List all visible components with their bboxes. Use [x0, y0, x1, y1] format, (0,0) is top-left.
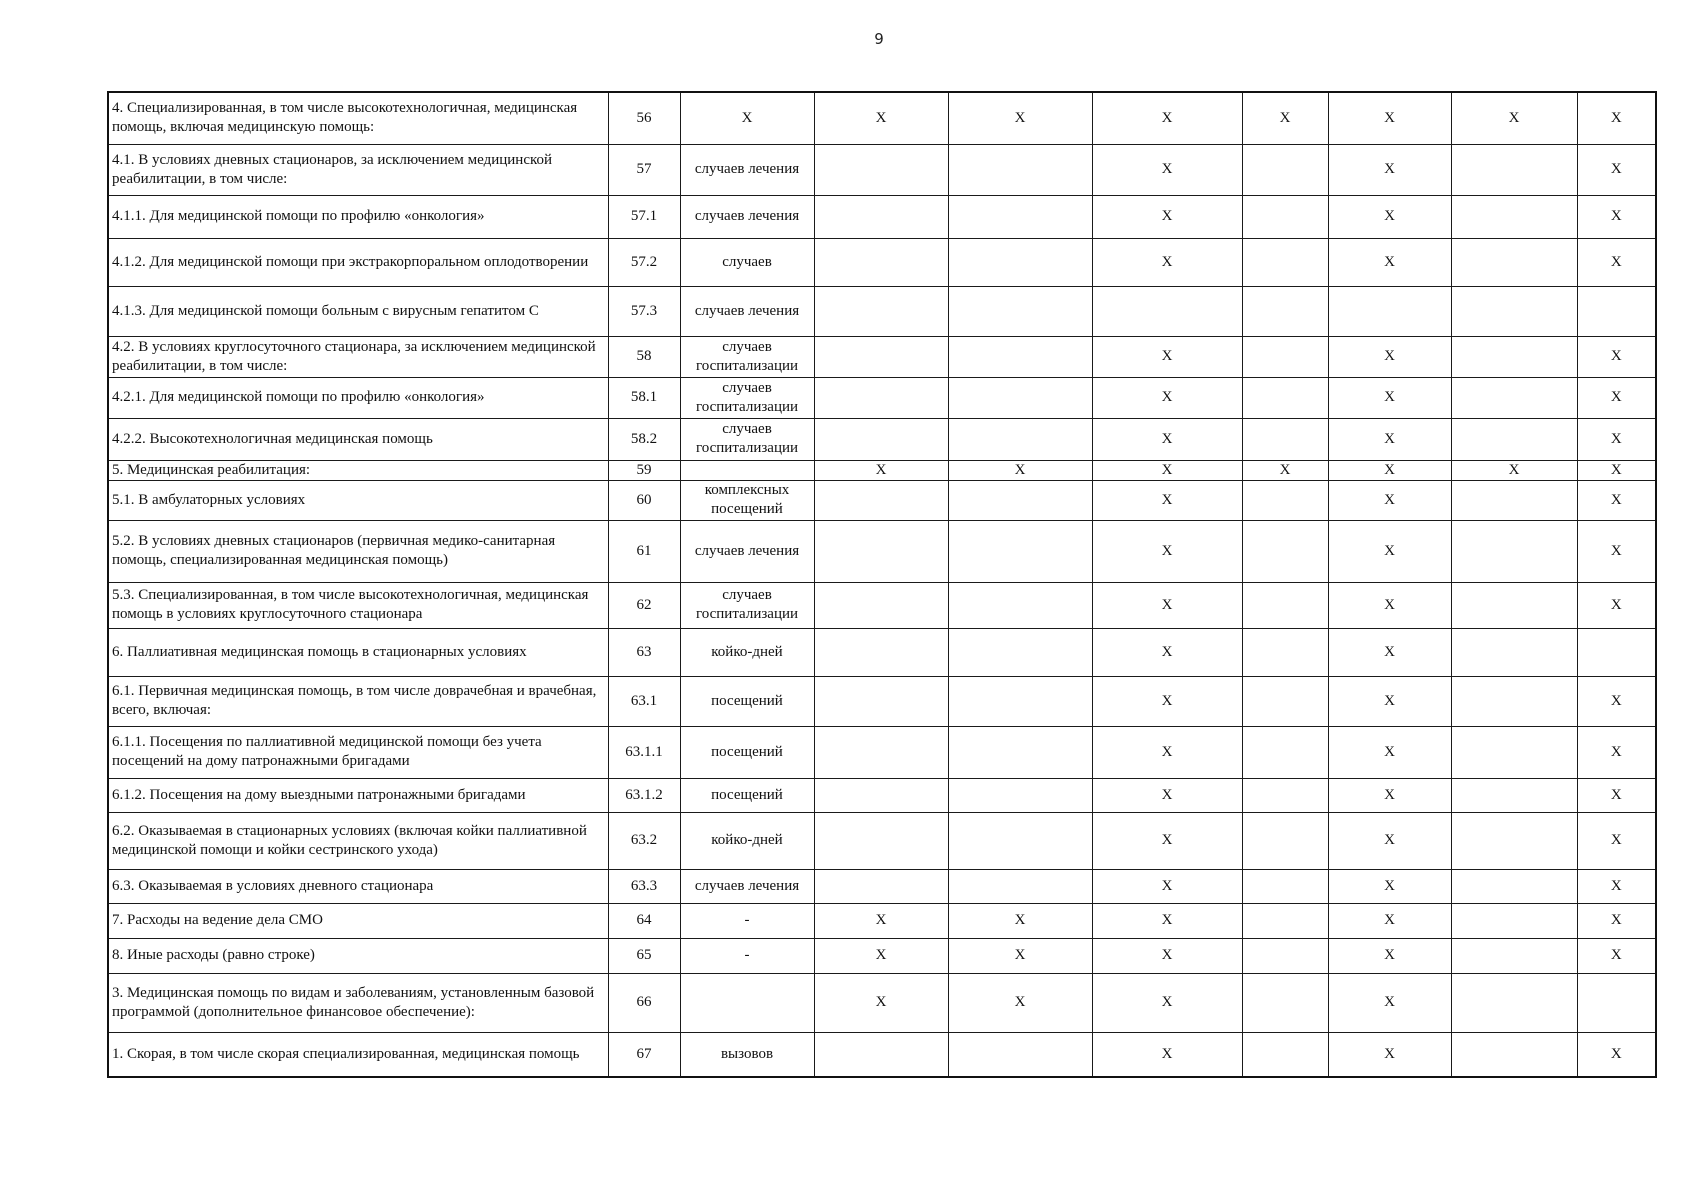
row-mark-cell: [948, 238, 1092, 286]
row-mark-cell: X: [1092, 812, 1242, 869]
row-mark-cell: [1577, 973, 1656, 1032]
row-mark-cell: [1451, 286, 1577, 336]
row-mark-cell: X: [1092, 460, 1242, 480]
row-mark-cell: [1451, 238, 1577, 286]
row-mark-cell: [814, 520, 948, 582]
row-mark-cell: [948, 676, 1092, 726]
row-name-cell: 4. Специализированная, в том числе высокотехнологичная, медицинская помощь, включая медицинскую помощь:: [108, 92, 608, 144]
row-unit-cell: случаев лечения: [680, 286, 814, 336]
table-row: [108, 480, 1656, 520]
row-mark-cell: X: [1092, 92, 1242, 144]
row-mark-cell: X: [1328, 938, 1451, 973]
row-code-cell: 63.3: [608, 869, 680, 903]
row-mark-cell: [948, 869, 1092, 903]
row-mark-cell: X: [1577, 144, 1656, 195]
row-mark-cell: [1328, 286, 1451, 336]
row-mark-cell: X: [1328, 520, 1451, 582]
row-code-cell: 56: [608, 92, 680, 144]
row-mark-cell: X: [1577, 903, 1656, 938]
row-unit-cell: случаев госпитализации: [680, 336, 814, 377]
row-mark-cell: [814, 286, 948, 336]
row-code-cell: 61: [608, 520, 680, 582]
row-unit-cell: случаев лечения: [680, 869, 814, 903]
row-mark-cell: [1242, 903, 1328, 938]
row-mark-cell: X: [948, 938, 1092, 973]
row-mark-cell: X: [1328, 460, 1451, 480]
row-mark-cell: X: [1092, 144, 1242, 195]
row-mark-cell: X: [1092, 238, 1242, 286]
row-unit-cell: случаев госпитализации: [680, 582, 814, 628]
row-mark-cell: [1242, 628, 1328, 676]
row-name-cell: 1. Скорая, в том числе скорая специализированная, медицинская помощь: [108, 1032, 608, 1077]
row-mark-cell: [948, 144, 1092, 195]
row-mark-cell: [1451, 377, 1577, 418]
row-mark-cell: [1242, 336, 1328, 377]
row-mark-cell: [1451, 520, 1577, 582]
row-mark-cell: X: [1577, 1032, 1656, 1077]
row-mark-cell: [814, 726, 948, 778]
row-unit-cell: [680, 460, 814, 480]
row-mark-cell: [1451, 418, 1577, 460]
row-mark-cell: X: [1092, 336, 1242, 377]
row-name-cell: 6.2. Оказываемая в стационарных условиях (включая койки паллиативной медицинской помощи и койки сестринского ухода): [108, 812, 608, 869]
table-body: [108, 92, 1656, 1077]
row-mark-cell: X: [1328, 92, 1451, 144]
table-row: [108, 336, 1656, 377]
row-mark-cell: X: [1577, 418, 1656, 460]
table-row: [108, 520, 1656, 582]
row-mark-cell: X: [1092, 869, 1242, 903]
row-mark-cell: X: [1328, 238, 1451, 286]
row-mark-cell: X: [1092, 1032, 1242, 1077]
row-mark-cell: X: [1577, 812, 1656, 869]
row-mark-cell: [1092, 286, 1242, 336]
row-mark-cell: X: [1577, 582, 1656, 628]
row-mark-cell: [1242, 812, 1328, 869]
row-code-cell: 64: [608, 903, 680, 938]
row-mark-cell: [814, 195, 948, 238]
table-row: [108, 676, 1656, 726]
row-mark-cell: [1242, 286, 1328, 336]
row-name-cell: 4.2.1. Для медицинской помощи по профилю «онкология»: [108, 377, 608, 418]
row-mark-cell: [1451, 973, 1577, 1032]
row-mark-cell: [1451, 628, 1577, 676]
row-mark-cell: X: [814, 460, 948, 480]
row-mark-cell: X: [1577, 195, 1656, 238]
row-mark-cell: X: [1577, 726, 1656, 778]
row-mark-cell: [1242, 144, 1328, 195]
row-mark-cell: [1242, 869, 1328, 903]
row-mark-cell: [814, 1032, 948, 1077]
row-mark-cell: X: [814, 903, 948, 938]
row-unit-cell: комплексных посещений: [680, 480, 814, 520]
row-code-cell: 63.1: [608, 676, 680, 726]
row-mark-cell: X: [1328, 973, 1451, 1032]
row-mark-cell: X: [814, 92, 948, 144]
table-row: [108, 812, 1656, 869]
row-code-cell: 63: [608, 628, 680, 676]
row-code-cell: 57.2: [608, 238, 680, 286]
row-mark-cell: [1242, 1032, 1328, 1077]
row-mark-cell: X: [1577, 520, 1656, 582]
row-mark-cell: X: [1328, 869, 1451, 903]
row-name-cell: 4.2.2. Высокотехнологичная медицинская помощь: [108, 418, 608, 460]
row-mark-cell: X: [1328, 778, 1451, 812]
row-mark-cell: [1242, 520, 1328, 582]
row-mark-cell: [1242, 938, 1328, 973]
row-mark-cell: [948, 520, 1092, 582]
row-mark-cell: X: [948, 973, 1092, 1032]
row-mark-cell: [1451, 778, 1577, 812]
row-mark-cell: X: [1328, 377, 1451, 418]
row-mark-cell: [1242, 418, 1328, 460]
row-name-cell: 4.1.3. Для медицинской помощи больным с вирусным гепатитом С: [108, 286, 608, 336]
row-mark-cell: [948, 418, 1092, 460]
row-mark-cell: X: [1328, 480, 1451, 520]
row-mark-cell: [814, 418, 948, 460]
row-code-cell: 57.3: [608, 286, 680, 336]
row-mark-cell: X: [1092, 938, 1242, 973]
row-code-cell: 63.1.2: [608, 778, 680, 812]
row-mark-cell: [814, 377, 948, 418]
table-row: [108, 973, 1656, 1032]
row-mark-cell: X: [814, 973, 948, 1032]
row-mark-cell: X: [1092, 377, 1242, 418]
row-mark-cell: [948, 726, 1092, 778]
row-mark-cell: X: [1328, 195, 1451, 238]
row-mark-cell: [1451, 726, 1577, 778]
row-mark-cell: X: [1577, 778, 1656, 812]
row-mark-cell: X: [1242, 92, 1328, 144]
row-code-cell: 57: [608, 144, 680, 195]
row-mark-cell: X: [1328, 726, 1451, 778]
row-mark-cell: [814, 869, 948, 903]
row-mark-cell: [814, 778, 948, 812]
row-mark-cell: [1242, 973, 1328, 1032]
row-unit-cell: случаев лечения: [680, 195, 814, 238]
row-code-cell: 57.1: [608, 195, 680, 238]
row-mark-cell: X: [1577, 676, 1656, 726]
row-mark-cell: [948, 778, 1092, 812]
row-mark-cell: X: [1092, 903, 1242, 938]
row-code-cell: 59: [608, 460, 680, 480]
row-unit-cell: случаев госпитализации: [680, 377, 814, 418]
row-code-cell: 65: [608, 938, 680, 973]
row-name-cell: 4.2. В условиях круглосуточного стационара, за исключением медицинской реабилитации, в том числе:: [108, 336, 608, 377]
row-name-cell: 4.1.1. Для медицинской помощи по профилю «онкология»: [108, 195, 608, 238]
row-mark-cell: X: [1328, 903, 1451, 938]
row-mark-cell: [814, 628, 948, 676]
row-mark-cell: [1451, 938, 1577, 973]
row-name-cell: 6.1. Первичная медицинская помощь, в том числе доврачебная и врачебная, всего, включая:: [108, 676, 608, 726]
row-mark-cell: [1451, 812, 1577, 869]
row-mark-cell: X: [1328, 144, 1451, 195]
row-unit-cell: случаев: [680, 238, 814, 286]
row-mark-cell: X: [1242, 460, 1328, 480]
page-number: 9: [874, 30, 884, 48]
table-row: [108, 418, 1656, 460]
row-name-cell: 3. Медицинская помощь по видам и заболеваниям, установленным базовой программой (дополнительное финансовое обеспечение):: [108, 973, 608, 1032]
row-mark-cell: [814, 238, 948, 286]
row-name-cell: 5.2. В условиях дневных стационаров (первичная медико-санитарная помощь, специализированная медицинская помощь): [108, 520, 608, 582]
table-row: [108, 582, 1656, 628]
row-unit-cell: посещений: [680, 778, 814, 812]
row-unit-cell: посещений: [680, 676, 814, 726]
row-code-cell: 62: [608, 582, 680, 628]
row-unit-cell: случаев лечения: [680, 144, 814, 195]
row-name-cell: 6.3. Оказываемая в условиях дневного стационара: [108, 869, 608, 903]
row-mark-cell: [1451, 582, 1577, 628]
row-mark-cell: X: [1577, 938, 1656, 973]
row-mark-cell: [1451, 195, 1577, 238]
row-mark-cell: X: [1577, 377, 1656, 418]
table-row: [108, 1032, 1656, 1077]
row-code-cell: 63.1.1: [608, 726, 680, 778]
row-mark-cell: X: [1092, 418, 1242, 460]
table-row: [108, 460, 1656, 480]
table-row: [108, 869, 1656, 903]
row-unit-cell: койко-дней: [680, 628, 814, 676]
row-mark-cell: X: [1328, 336, 1451, 377]
table-row: [108, 903, 1656, 938]
row-mark-cell: X: [1577, 92, 1656, 144]
row-mark-cell: X: [1092, 582, 1242, 628]
row-name-cell: 5. Медицинская реабилитация:: [108, 460, 608, 480]
row-mark-cell: [1577, 286, 1656, 336]
table-row: [108, 628, 1656, 676]
data-table: [107, 91, 1657, 1078]
row-mark-cell: X: [1577, 336, 1656, 377]
row-mark-cell: [948, 1032, 1092, 1077]
row-unit-cell: случаев госпитализации: [680, 418, 814, 460]
row-mark-cell: X: [948, 92, 1092, 144]
row-mark-cell: X: [1451, 92, 1577, 144]
row-mark-cell: [948, 286, 1092, 336]
row-mark-cell: [1451, 336, 1577, 377]
table-row: [108, 144, 1656, 195]
row-mark-cell: [948, 582, 1092, 628]
row-mark-cell: X: [1328, 676, 1451, 726]
row-mark-cell: [1451, 869, 1577, 903]
row-mark-cell: X: [1328, 628, 1451, 676]
row-mark-cell: X: [1092, 973, 1242, 1032]
row-unit-cell: -: [680, 903, 814, 938]
row-unit-cell: X: [680, 92, 814, 144]
row-mark-cell: [948, 628, 1092, 676]
row-mark-cell: X: [1092, 195, 1242, 238]
row-name-cell: 4.1.2. Для медицинской помощи при экстракорпоральном оплодотворении: [108, 238, 608, 286]
row-mark-cell: [814, 676, 948, 726]
row-mark-cell: [948, 195, 1092, 238]
table-row: [108, 377, 1656, 418]
row-mark-cell: [1242, 377, 1328, 418]
row-mark-cell: [1451, 676, 1577, 726]
row-code-cell: 58.1: [608, 377, 680, 418]
row-mark-cell: [1451, 1032, 1577, 1077]
row-name-cell: 8. Иные расходы (равно строке): [108, 938, 608, 973]
row-mark-cell: X: [1577, 460, 1656, 480]
row-mark-cell: [814, 144, 948, 195]
row-code-cell: 67: [608, 1032, 680, 1077]
table-row: [108, 92, 1656, 144]
row-mark-cell: X: [1577, 480, 1656, 520]
row-code-cell: 66: [608, 973, 680, 1032]
row-mark-cell: [1242, 480, 1328, 520]
row-mark-cell: [814, 812, 948, 869]
table-row: [108, 195, 1656, 238]
row-mark-cell: [948, 336, 1092, 377]
row-mark-cell: X: [1328, 1032, 1451, 1077]
row-mark-cell: [1242, 676, 1328, 726]
row-unit-cell: посещений: [680, 726, 814, 778]
row-mark-cell: X: [1328, 812, 1451, 869]
row-mark-cell: [948, 377, 1092, 418]
row-mark-cell: [1451, 144, 1577, 195]
row-mark-cell: X: [1092, 520, 1242, 582]
row-code-cell: 63.2: [608, 812, 680, 869]
row-name-cell: 6.1.1. Посещения по паллиативной медицинской помощи без учета посещений на дому патронажными бригадами: [108, 726, 608, 778]
row-name-cell: 7. Расходы на ведение дела СМО: [108, 903, 608, 938]
row-name-cell: 6.1.2. Посещения на дому выездными патронажными бригадами: [108, 778, 608, 812]
row-mark-cell: [814, 480, 948, 520]
row-code-cell: 58: [608, 336, 680, 377]
row-code-cell: 58.2: [608, 418, 680, 460]
row-mark-cell: X: [814, 938, 948, 973]
table-row: [108, 778, 1656, 812]
row-code-cell: 60: [608, 480, 680, 520]
row-name-cell: 4.1. В условиях дневных стационаров, за исключением медицинской реабилитации, в том числе:: [108, 144, 608, 195]
row-mark-cell: [1451, 480, 1577, 520]
row-mark-cell: [1242, 726, 1328, 778]
row-mark-cell: X: [1092, 726, 1242, 778]
row-mark-cell: [948, 812, 1092, 869]
row-unit-cell: случаев лечения: [680, 520, 814, 582]
row-unit-cell: -: [680, 938, 814, 973]
row-mark-cell: [1242, 582, 1328, 628]
row-name-cell: 6. Паллиативная медицинская помощь в стационарных условиях: [108, 628, 608, 676]
row-mark-cell: X: [1451, 460, 1577, 480]
table-row: [108, 238, 1656, 286]
row-mark-cell: [1242, 238, 1328, 286]
row-mark-cell: [948, 480, 1092, 520]
row-mark-cell: [1451, 903, 1577, 938]
row-mark-cell: X: [1577, 869, 1656, 903]
row-unit-cell: койко-дней: [680, 812, 814, 869]
row-mark-cell: [814, 336, 948, 377]
row-mark-cell: X: [1092, 480, 1242, 520]
row-mark-cell: X: [1092, 628, 1242, 676]
row-mark-cell: X: [948, 460, 1092, 480]
row-unit-cell: [680, 973, 814, 1032]
row-mark-cell: [1577, 628, 1656, 676]
row-mark-cell: [1242, 778, 1328, 812]
row-mark-cell: X: [1577, 238, 1656, 286]
row-mark-cell: X: [1328, 418, 1451, 460]
table-row: [108, 286, 1656, 336]
row-mark-cell: X: [1092, 676, 1242, 726]
row-mark-cell: X: [1328, 582, 1451, 628]
row-mark-cell: X: [948, 903, 1092, 938]
row-name-cell: 5.3. Специализированная, в том числе высокотехнологичная, медицинская помощь в условиях круглосуточного стационара: [108, 582, 608, 628]
row-unit-cell: вызовов: [680, 1032, 814, 1077]
row-mark-cell: [814, 582, 948, 628]
row-mark-cell: X: [1092, 778, 1242, 812]
row-name-cell: 5.1. В амбулаторных условиях: [108, 480, 608, 520]
row-mark-cell: [1242, 195, 1328, 238]
table-row: [108, 726, 1656, 778]
table-row: [108, 938, 1656, 973]
